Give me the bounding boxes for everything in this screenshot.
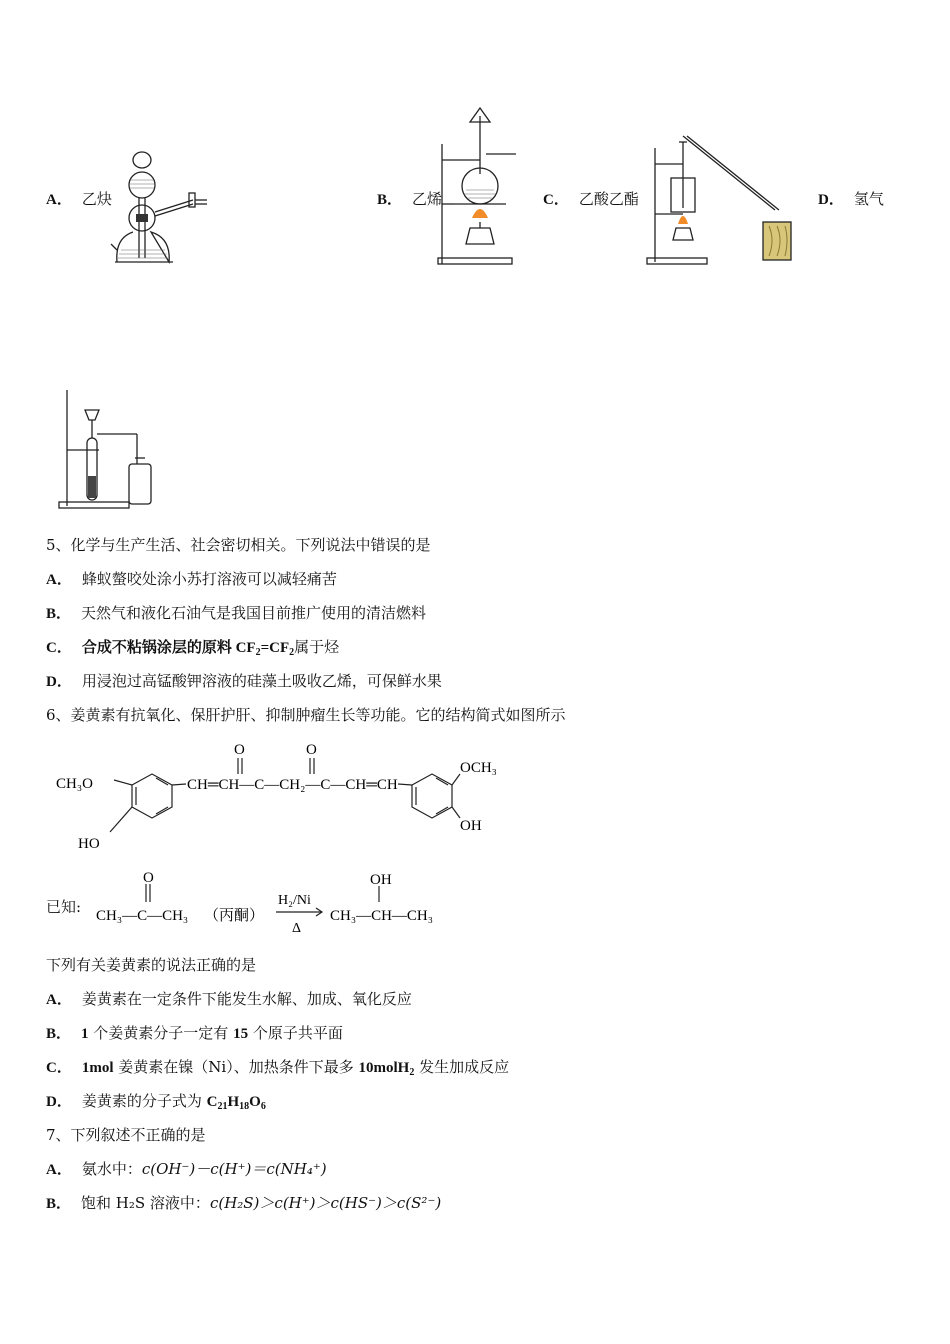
option-text: 个姜黄素分子一定有: [88, 1024, 234, 1042]
reagent-label: H₂/Ni: [278, 893, 311, 908]
option-letter: B．: [46, 606, 72, 622]
q7-option-a[interactable]: [46, 1159, 327, 1180]
kipp-apparatus-figure: [105, 150, 215, 268]
option-a-apparatus: [46, 188, 112, 209]
q6-sub-stem: 下列有关姜黄素的说法正确的是: [46, 956, 257, 974]
option-c-apparatus: [543, 188, 639, 209]
option-letter: A．: [46, 192, 72, 208]
option-d-apparatus: [818, 188, 884, 209]
option-expression: c(OH⁻)－c(H⁺)＝c(NH₄⁺): [141, 1160, 327, 1178]
option-letter: C．: [46, 1060, 72, 1076]
option-letter: C．: [543, 192, 569, 208]
option-number: 10molH: [358, 1060, 410, 1076]
q6-option-c[interactable]: [46, 1057, 509, 1083]
q6-stem: 6、姜黄素有抗氧化、保肝护肝、抑制肿瘤生长等功能。它的结构简式如图所示: [46, 706, 566, 724]
option-b-apparatus: [377, 188, 442, 209]
option-label: 氨水中：: [81, 1160, 142, 1178]
curcumin-structure-figure: [56, 738, 506, 856]
option-letter: B．: [377, 192, 403, 208]
option-text: 个原子共平面: [248, 1024, 343, 1042]
known-label: 已知:: [46, 898, 82, 916]
option-text: 属于烃: [294, 638, 340, 656]
hydroxy-label: HO: [78, 836, 100, 852]
option-letter: A．: [46, 572, 72, 588]
option-letter: D．: [46, 674, 72, 690]
subscript: 2: [289, 647, 295, 658]
q5-option-d[interactable]: [46, 671, 442, 692]
option-label: 乙酸乙酯: [578, 190, 639, 208]
option-text: 天然气和液化石油气是我国目前推广使用的清洁燃料: [81, 604, 427, 622]
option-text: 发生加成反应: [414, 1058, 510, 1076]
option-text: 姜黄素在一定条件下能发生水解、加成、氧化反应: [81, 990, 412, 1008]
q5-stem: 5、化学与生产生活、社会密切相关。下列说法中错误的是: [46, 536, 431, 554]
formula: $C_{21}H_{18}O_6$: [206, 1094, 266, 1112]
q5-option-b[interactable]: [46, 603, 426, 624]
subscript: 2: [409, 1067, 415, 1078]
distillation-apparatus-figure: [645, 128, 805, 268]
reactant-label: CH₃—C—CH₃: [96, 908, 189, 924]
hydroxy-label: OH: [460, 818, 482, 834]
q5-option-c[interactable]: [46, 637, 339, 663]
option-letter: D．: [818, 192, 844, 208]
methoxy-label: CH₃O: [56, 776, 93, 792]
product-label: CH₃—CH—CH₃: [330, 908, 433, 924]
option-label: 乙烯: [412, 190, 443, 208]
option-number: 1mol: [81, 1060, 114, 1076]
hydroxy-label: OH: [370, 872, 392, 888]
acetone-name: （丙酮）: [204, 908, 265, 924]
option-letter: A．: [46, 1162, 72, 1178]
acetone-reduction-figure: [94, 866, 454, 938]
option-number: 15: [233, 1026, 249, 1042]
option-text: 姜黄素的分子式为: [81, 1092, 207, 1110]
carbonyl-o-label: O: [234, 742, 245, 758]
q6-option-a[interactable]: [46, 989, 412, 1010]
option-text: 用浸泡过高锰酸钾溶液的硅藻土吸收乙烯，可保鲜水果: [81, 672, 442, 690]
chain-label: CH═CH—C—CH₂—C—CH═CH: [187, 777, 398, 793]
heat-symbol: Δ: [292, 921, 302, 936]
q5-option-a[interactable]: [46, 569, 337, 590]
option-text: 合成不粘锅涂层的原料 CF: [81, 640, 256, 656]
option-text: 蜂蚁螫咬处涂小苏打溶液可以减轻痛苦: [81, 570, 337, 588]
carbonyl-o-label: O: [306, 742, 317, 758]
option-letter: B．: [46, 1026, 72, 1042]
ethylene-apparatus-figure: [436, 104, 520, 268]
q6-option-d[interactable]: [46, 1091, 266, 1117]
option-letter: D．: [46, 1094, 72, 1110]
q7-option-b[interactable]: [46, 1193, 441, 1214]
option-label: 乙炔: [81, 190, 112, 208]
q7-stem: 7、下列叙述不正确的是: [46, 1126, 206, 1144]
option-label: 氢气: [853, 190, 884, 208]
q6-option-b[interactable]: [46, 1023, 343, 1044]
option-expression: c(H₂S)＞c(H⁺)＞c(HS⁻)＞c(S²⁻): [209, 1194, 442, 1212]
option-number: 1: [81, 1026, 89, 1042]
option-text: 姜黄素在镍（Ni）、加热条件下最多: [113, 1058, 359, 1076]
hydrogen-apparatus-figure: [55, 388, 159, 512]
option-letter: B．: [46, 1196, 72, 1212]
carbonyl-o-label: O: [143, 870, 154, 886]
option-letter: A．: [46, 992, 72, 1008]
option-letter: C．: [46, 640, 72, 656]
methoxy-label: OCH₃: [460, 760, 497, 776]
option-label: 饱和 H₂S 溶液中：: [81, 1194, 210, 1212]
option-text: =CF: [260, 640, 290, 656]
subscript: 2: [255, 647, 261, 658]
